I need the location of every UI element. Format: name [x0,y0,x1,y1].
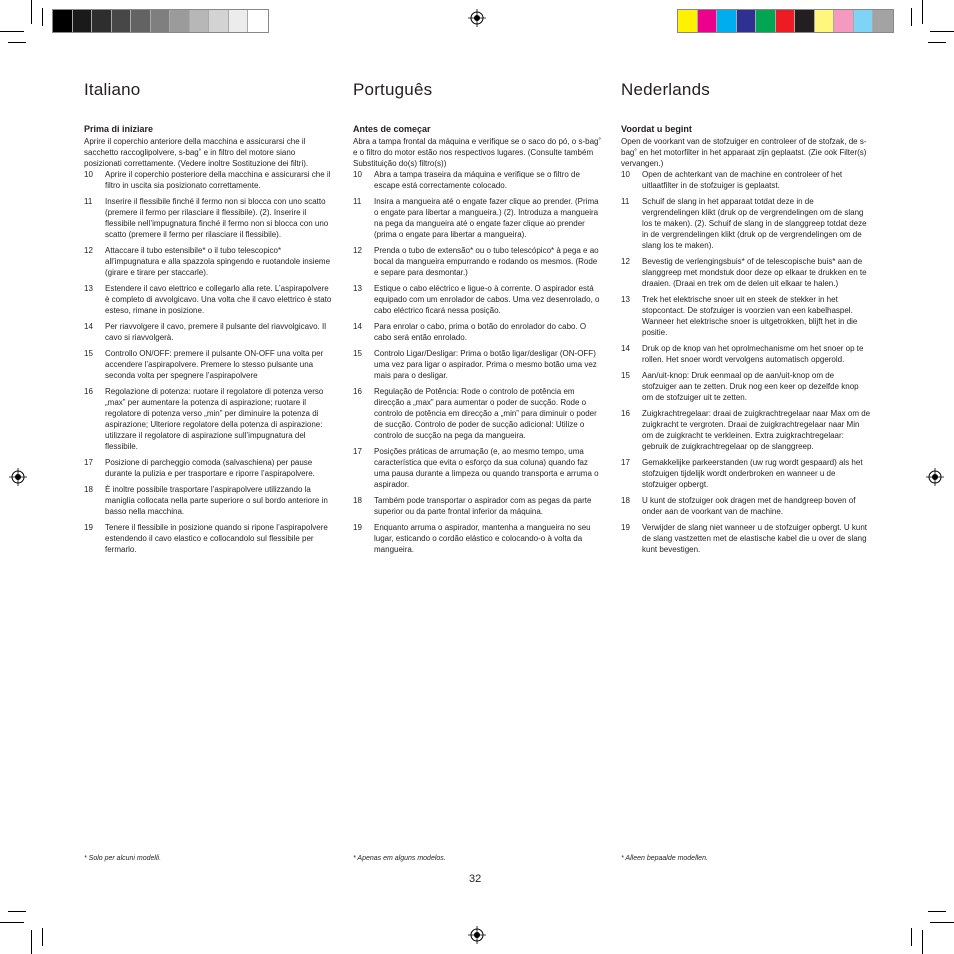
item-text: È inoltre possibile trasportare l’aspirapolvere utilizzando la maniglia collocata nella parte superiore o sul bordo anteriore in basso nella macchina. [105,485,328,516]
item-number: 15 [84,349,93,358]
list-item [353,196,603,240]
list-item [353,245,603,278]
color-swatch [815,10,835,32]
intro-paragraph: Open de voorkant van de stofzuiger en controleer of de stofzak, de s-bag˚ en het motorfilter in het apparaat zijn geplaatst. (Zie ook Filter(s) vervangen.) [621,137,867,168]
color-swatch [756,10,776,32]
list-item [621,196,871,251]
item-number: 15 [353,349,362,358]
item-text: Regulação de Potência: Rode o controlo de potência em direcção a „max” para aumentar o poder de sucção. Rode o controlo de potência em direcção a „min” para diminuir o poder de sucção. Controlo de poder de sucção adicional: Utilize o controlo de sucção na pega da mangueira. [374,387,597,440]
page-number: 32 [469,873,482,885]
item-number: 15 [621,371,630,380]
list-item [621,256,871,289]
item-text: Estendere il cavo elettrico e collegarlo alla rete. L’aspirapolvere è completo di avvolgicavo. Una volta che il cavo elettrico è stato esteso, rimane in posizione. [105,284,332,315]
section-title: Antes de começar [353,124,431,134]
list-item [621,408,871,452]
item-number: 16 [353,387,362,396]
item-number: 11 [621,197,630,206]
item-text: Per riavvolgere il cavo, premere il pulsante del riavvolgicavo. Il cavo si riavvolgerà. [105,322,326,342]
registration-mark-right-icon [926,468,944,486]
list-item [353,348,603,381]
list-item [84,522,334,555]
list-item [353,446,603,490]
list-item [84,484,334,517]
item-text: Controlo Ligar/Desligar: Prima o botão ligar/desligar (ON-OFF) uma vez para ligar o aspirador. Prima o mesmo botão uma vez mais para o desligar. [374,349,597,380]
item-text: Trek het elektrische snoer uit en steek de stekker in het stopcontact. De stofzuiger is voorzien van een kabelhaspel. Wanneer het elektrische snoer is uitgetrokken, blijft het in die positie. [642,295,858,337]
item-text: Posições práticas de arrumação (e, ao mesmo tempo, uma característica que evita o esforço da sua coluna) quando faz uma pausa durante a limpeza ou quando transporta e arruma o aspirador. [374,447,599,489]
item-text: Verwijder de slang niet wanneer u de stofzuiger opbergt. U kunt de slang vastzetten met de elastische kabel die u over de slang kunt bevestigen. [642,523,868,554]
list-item [353,522,603,555]
item-text: Também pode transportar o aspirador com as pegas da parte superior ou da parte frontal inferior da máquina. [374,496,592,516]
item-number: 16 [621,409,630,418]
list-item [621,495,871,517]
column-portugues [353,80,603,555]
item-text: Aprire il coperchio posteriore della macchina e assicurarsi che il filtro in uscita sia posizionato correttamente. [105,170,331,190]
color-swatch [834,10,854,32]
color-swatch [717,10,737,32]
item-text: Aan/uit-knop: Druk eenmaal op de aan/uit-knop om de stofzuiger aan te zetten. Druk nog een keer op dezelfde knop om de stofzuiger uit te zetten. [642,371,859,402]
item-text: Para enrolar o cabo, prima o botão do enrolador do cabo. O cabo será então enrolado. [374,322,587,342]
list-item [621,343,871,365]
list-item [84,169,334,191]
item-number: 18 [84,485,93,494]
language-heading: Português [353,80,433,99]
section-title: Prima di iniziare [84,124,154,134]
item-text: Open de achterkant van de machine en controleer of het uitlaatfilter in de stofzuiger is geplaatst. [642,170,843,190]
item-number: 14 [621,344,630,353]
footnote-italiano: * Solo per alcuni modelli. [84,855,162,862]
item-number: 12 [621,257,630,266]
item-number: 19 [621,523,630,532]
section-title: Voordat u begint [621,124,692,134]
item-number: 10 [84,170,93,179]
list-item [84,283,334,316]
list-item [84,196,334,240]
color-swatch [248,10,268,32]
item-text: Druk op de knop van het oprolmechanisme om het snoer op te rollen. Het snoer wordt vervolgens automatisch opgerold. [642,344,864,364]
color-swatch [873,10,893,32]
item-number: 10 [621,170,630,179]
color-swatch [170,10,190,32]
list-item [84,348,334,381]
color-swatch [73,10,93,32]
list-item [621,522,871,555]
color-swatch [795,10,815,32]
list-item [353,495,603,517]
item-text: Enquanto arruma o aspirador, mantenha a mangueira no seu lugar, esticando o cordão elástico e colocando-o à volta da mangueira. [374,523,591,554]
list-item [353,321,603,343]
list-item [84,245,334,278]
column-nederlands [621,80,871,555]
item-number: 18 [353,496,362,505]
item-text: Estique o cabo eléctrico e ligue-o à corrente. O aspirador está equipado com um enrolador de cabos. Uma vez desenrolado, o cabo eléctrico ficará nessa posição. [374,284,600,315]
color-swatch [678,10,698,32]
color-swatch [131,10,151,32]
color-swatch [112,10,132,32]
item-number: 12 [353,246,362,255]
color-swatch [92,10,112,32]
item-number: 14 [84,322,93,331]
intro-paragraph: Abra a tampa frontal da máquina e verifique se o saco do pó, o s-bag˚ e o filtro do motor estão nos respectivos lugares. (Consulte também Substituição do(s) filtro(s)) [353,137,602,168]
footnote-nederlands: * Alleen bepaalde modellen. [621,855,708,862]
list-item [621,457,871,490]
item-text: Schuif de slang in het apparaat totdat deze in de vergrendelingen klikt (druk op de vergrendelingen om de slang los te maken). (2). Schuif de slang in de slanggreep totdat deze in de vergrendelingen klikt (druk op de vergrendelingen om de slang los te maken). [642,197,867,250]
list-item [84,457,334,479]
instruction-list [621,169,871,555]
item-text: Tenere il flessibile in posizione quando si ripone l’aspirapolvere estendendo il cavo elastico e collocandolo sul flessibile per fermarlo. [105,523,328,554]
color-swatch [190,10,210,32]
item-text: Abra a tampa traseira da máquina e verifique se o filtro de escape está correctamente colocado. [374,170,580,190]
item-text: U kunt de stofzuiger ook dragen met de handgreep boven of onder aan de voorkant van de machine. [642,496,856,516]
item-number: 12 [84,246,93,255]
item-text: Regolazione di potenza: ruotare il regolatore di potenza verso „max” per aumentare la potenza di aspirazione; ruotare il regolatore di potenza verso „min” per diminuire la potenza di aspirazione; Ulteriore regolatore della potenza di aspirazione: utilizzare il regolatore di aspirazione sull’impugnatura del flessibile. [105,387,324,451]
list-item [353,169,603,191]
item-text: Controllo ON/OFF: premere il pulsante ON-OFF una volta per accendere l’aspirapolvere. Premere lo stesso pulsante una seconda volta per spegnere l’aspirapolvere [105,349,324,380]
color-swatch [151,10,171,32]
language-heading: Nederlands [621,80,710,99]
list-item [84,386,334,452]
item-number: 19 [84,523,93,532]
item-text: Attaccare il tubo estensibile* o il tubo telescopico* all’impugnatura e alla spazzola spingendo e ruotandole insieme (girare e tirare per staccarle). [105,246,331,277]
process-color-bar [677,9,894,33]
color-swatch [854,10,874,32]
item-text: Posizione di parcheggio comoda (salvaschiena) per pause durante la pulizia e per trasportare e riporre l’aspirapolvere. [105,458,315,478]
language-heading: Italiano [84,80,141,99]
list-item [621,169,871,191]
column-italiano [84,80,334,555]
color-swatch [698,10,718,32]
item-number: 13 [84,284,93,293]
item-number: 17 [84,458,93,467]
color-swatch [229,10,249,32]
item-number: 11 [84,197,93,206]
item-text: Insira a mangueira até o engate fazer clique ao prender. (Prima o engate para libertar a mangueira.) (2). Introduza a mangueira na pega da mangueira até o engate fazer clique ao prender (prima o engate para libertar a mangueira). [374,197,599,239]
registration-mark-top-icon [468,9,486,27]
intro-paragraph: Aprire il coperchio anteriore della macchina e assicurarsi che il sacchetto raccoglipolvere, s-bag˚ e in filtro del motore siano posizionati correttamente. (Vedere inoltre Sostituzione dei filtri). [84,137,309,168]
instruction-list [84,169,334,555]
item-number: 11 [353,197,362,206]
color-swatch [53,10,73,32]
grayscale-color-bar [52,9,269,33]
list-item [353,386,603,441]
item-number: 19 [353,523,362,532]
footnote-portugues: * Apenas em alguns modelos. [353,855,446,862]
color-swatch [209,10,229,32]
list-item [84,321,334,343]
registration-mark-left-icon [9,468,27,486]
color-swatch [776,10,796,32]
list-item [621,370,871,403]
item-text: Gemakkelijke parkeerstanden (uw rug wordt gespaard) als het stofzuigen tijdelijk wordt onderbroken en wanneer u de stofzuiger opbergt. [642,458,863,489]
list-item [621,294,871,338]
color-swatch [737,10,757,32]
item-text: Bevestig de verlengingsbuis* of de telescopische buis* aan de slanggreep met mondstuk door deze op elkaar te drukken en te draaien. (Draai en trek om de delen uit elkaar te halen.) [642,257,867,288]
item-number: 10 [353,170,362,179]
item-number: 13 [621,295,630,304]
item-number: 14 [353,322,362,331]
item-number: 13 [353,284,362,293]
item-number: 18 [621,496,630,505]
item-number: 17 [621,458,630,467]
item-text: Zuigkrachtregelaar: draai de zuigkrachtregelaar naar Max om de zuigkracht te vergroten. Draai de zuigkrachtregelaar naar Min om de zuigkracht te verkleinen. Extra zuigkrachtregelaar: gebruik de zuigkrachtregelaar op de slanggreep. [642,409,871,451]
registration-mark-bottom-icon [468,926,486,944]
list-item [353,283,603,316]
item-number: 16 [84,387,93,396]
item-number: 17 [353,447,362,456]
item-text: Inserire il flessibile finché il fermo non si blocca con uno scatto (premere il fermo per rilasciare il flessibile). (2). Inserire il flessibile nell’impugnatura finché il fermo non si blocca con uno scatto (premere il fermo per rilasciare il flessibile). [105,197,329,239]
item-text: Prenda o tubo de extensão* ou o tubo telescópico* à pega e ao bocal da mangueira empurrando e rodando os mesmos. (Rode e separe para desmontar.) [374,246,599,277]
instruction-list [353,169,603,555]
